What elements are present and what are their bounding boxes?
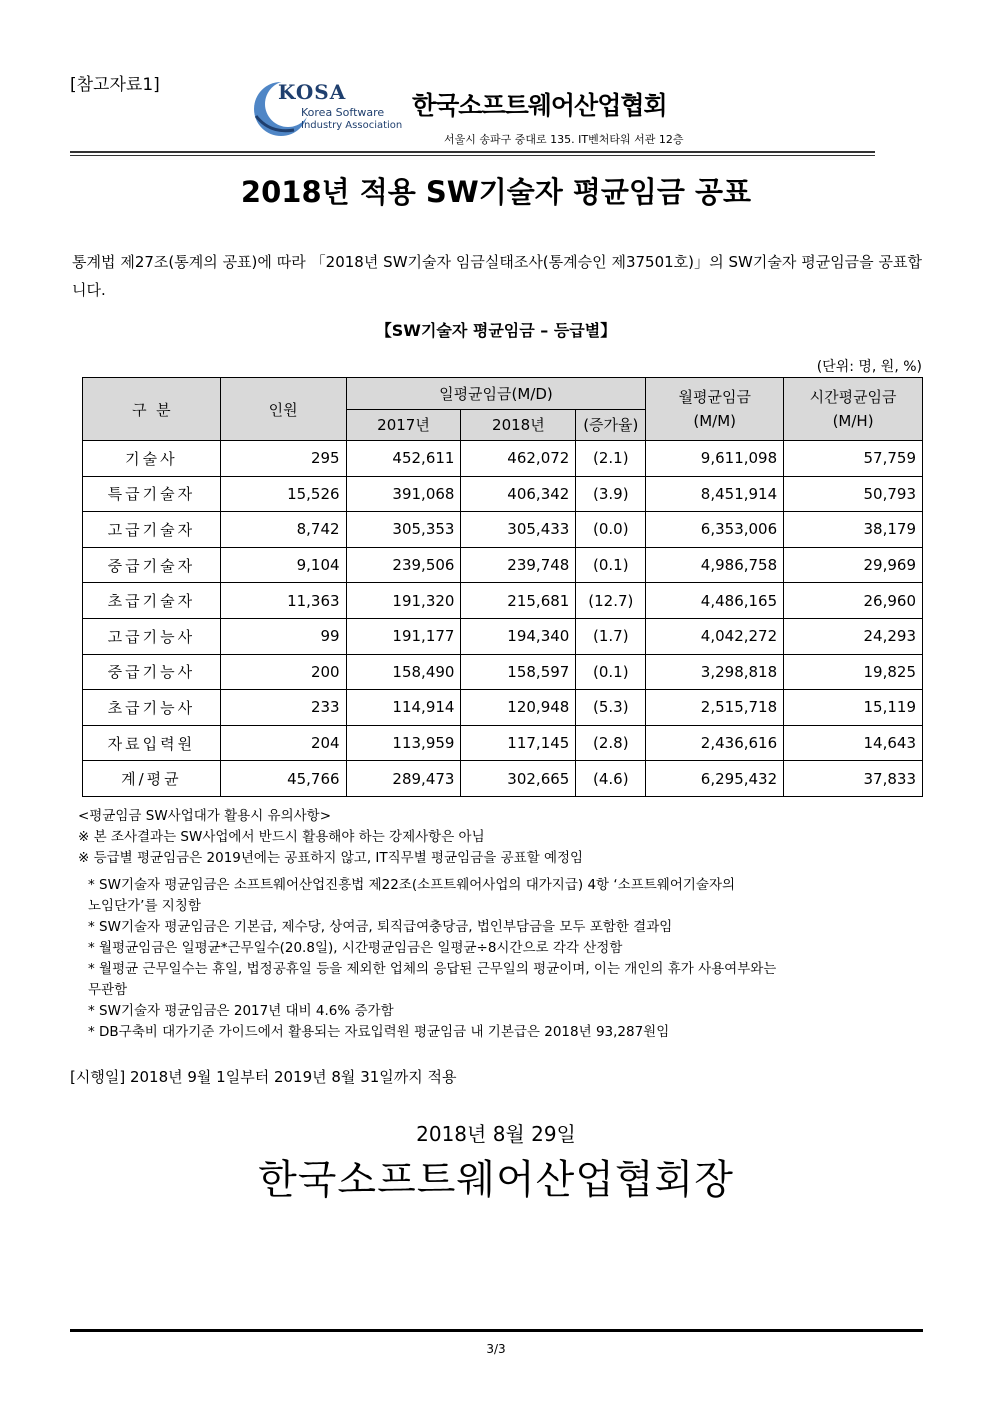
row-wage-2017: 191,177 [346,618,461,654]
row-hourly-wage: 57,759 [784,441,923,477]
reference-label: [참고자료1] [70,75,160,95]
header-divider [70,151,875,153]
row-wage-2018: 215,681 [461,583,576,619]
kosa-logo-text: KOSA [278,80,347,104]
row-headcount: 200 [220,654,346,690]
table-title: 【SW기술자 평균임금 – 등급별】 [375,321,617,340]
announcement-date: 2018년 8월 29일 [416,1122,576,1146]
header-year-2017: 2017년 [346,409,461,441]
effective-date: [시행일] 2018년 9월 1일부터 2019년 8월 31일까지 적용 [70,1068,457,1086]
row-monthly-wage: 4,486,165 [646,583,784,619]
table-row [83,618,923,654]
document-title: 2018년 적용 SW기술자 평균임금 공표 [240,175,752,209]
row-headcount: 233 [220,690,346,726]
row-hourly-wage: 29,969 [784,547,923,583]
kosa-logo-line2: Industry Association [301,120,403,131]
row-hourly-wage: 14,643 [784,725,923,761]
row-monthly-wage: 6,353,006 [646,512,784,548]
row-growth-rate: (3.9) [576,476,646,512]
caution-item: ※ 등급별 평균임금은 2019년에는 공표하지 않고, IT직무별 평균임금을 공표할 예정임 [78,850,584,866]
row-monthly-wage: 4,986,758 [646,547,784,583]
row-monthly-wage: 2,436,616 [646,725,784,761]
organization-address: 서울시 송파구 중대로 135. IT벤처타워 서관 12층 [444,133,684,146]
row-headcount: 45,766 [220,761,346,797]
row-hourly-wage: 38,179 [784,512,923,548]
row-wage-2018: 239,748 [461,547,576,583]
row-growth-rate: (0.0) [576,512,646,548]
row-wage-2018: 462,072 [461,441,576,477]
table-row [83,547,923,583]
row-wage-2018: 305,433 [461,512,576,548]
note-item: 노임단가’를 지칭함 [88,898,201,914]
table-row [83,725,923,761]
header-year-2018: 2018년 [461,409,576,441]
row-headcount: 9,104 [220,547,346,583]
table-unit-note: (단위: 명, 원, %) [816,359,922,375]
row-wage-2018: 302,665 [461,761,576,797]
header-headcount: 인원 [220,378,346,441]
table-row [83,476,923,512]
intro-paragraph: 통계법 제27조(통계의 공표)에 따라 「2018년 SW기술자 임금실태조사(통계승인 제37501호)」의 SW기술자 평균임금을 공표합니다. [72,253,922,299]
footer-divider [70,1329,923,1332]
row-grade: 중급기술자 [83,547,221,583]
row-headcount: 204 [220,725,346,761]
row-hourly-wage: 37,833 [784,761,923,797]
row-monthly-wage: 4,042,272 [646,618,784,654]
note-item: * SW기술자 평균임금은 2017년 대비 4.6% 증가함 [88,1003,394,1019]
row-wage-2017: 158,490 [346,654,461,690]
row-growth-rate: (0.1) [576,547,646,583]
row-growth-rate: (0.1) [576,654,646,690]
header-divider-thin [70,155,875,156]
organization-name: 한국소프트웨어산업협회 [412,91,667,120]
row-grade: 계/평균 [83,761,221,797]
row-growth-rate: (2.8) [576,725,646,761]
kosa-logo-line1: Korea Software [301,106,385,119]
row-monthly-wage: 9,611,098 [646,441,784,477]
row-headcount: 99 [220,618,346,654]
note-item: * 월평균임금은 일평균*근무일수(20.8일), 시간평균임금은 일평균÷8시간으로 각각 산정함 [88,940,623,956]
row-monthly-wage: 3,298,818 [646,654,784,690]
row-grade: 고급기술자 [83,512,221,548]
row-headcount: 15,526 [220,476,346,512]
row-monthly-wage: 2,515,718 [646,690,784,726]
row-grade: 초급기능사 [83,690,221,726]
row-wage-2017: 113,959 [346,725,461,761]
note-item: * 월평균 근무일수는 휴일, 법정공휴일 등을 제외한 업체의 응답된 근무일의 평균이며, 이는 개인의 휴가 사용여부와는 [88,961,777,977]
row-monthly-wage: 8,451,914 [646,476,784,512]
header-hourly-wage: 시간평균임금 (M/H) [784,378,923,441]
row-wage-2017: 191,320 [346,583,461,619]
row-hourly-wage: 50,793 [784,476,923,512]
note-item: * DB구축비 대가기준 가이드에서 활용되는 자료입력원 평균임금 내 기본급은 2018년 93,287원임 [88,1024,670,1040]
row-wage-2017: 391,068 [346,476,461,512]
wage-table [82,377,923,797]
row-wage-2017: 239,506 [346,547,461,583]
header-monthly-wage: 월평균임금 (M/M) [646,378,784,441]
row-headcount: 8,742 [220,512,346,548]
row-growth-rate: (1.7) [576,618,646,654]
row-hourly-wage: 26,960 [784,583,923,619]
row-grade: 고급기능사 [83,618,221,654]
row-grade: 초급기술자 [83,583,221,619]
row-growth-rate: (12.7) [576,583,646,619]
table-row [83,654,923,690]
table-row [83,583,923,619]
row-wage-2018: 120,948 [461,690,576,726]
table-row [83,690,923,726]
row-grade: 기술사 [83,441,221,477]
signer-name: 한국소프트웨어산업협회장 [258,1157,734,1203]
wage-table-body [83,441,923,797]
table-row [83,441,923,477]
note-item: * SW기술자 평균임금은 기본급, 제수당, 상여금, 퇴직급여충당금, 법인부담금을 모두 포함한 결과임 [88,919,673,935]
row-wage-2017: 289,473 [346,761,461,797]
page-number: 3/3 [486,1342,506,1356]
row-wage-2018: 406,342 [461,476,576,512]
row-grade: 중급기능사 [83,654,221,690]
note-item: * SW기술자 평균임금은 소프트웨어산업진흥법 제22조(소프트웨어사업의 대가지급) 4항 ‘소프트웨어기술자의 [88,877,736,893]
row-wage-2018: 158,597 [461,654,576,690]
note-item: 무관함 [88,982,128,998]
row-wage-2017: 114,914 [346,690,461,726]
caution-item: ※ 본 조사결과는 SW사업에서 반드시 활용해야 하는 강제사항은 아님 [78,829,485,845]
row-headcount: 11,363 [220,583,346,619]
row-growth-rate: (2.1) [576,441,646,477]
header-daily-wage: 일평균임금(M/D) [346,378,646,410]
header-category: 구 분 [83,378,221,441]
row-hourly-wage: 19,825 [784,654,923,690]
row-wage-2018: 194,340 [461,618,576,654]
notes-section [78,806,928,1043]
row-wage-2017: 452,611 [346,441,461,477]
row-grade: 자료입력원 [83,725,221,761]
table-row [83,761,923,797]
row-wage-2017: 305,353 [346,512,461,548]
row-grade: 특급기술자 [83,476,221,512]
row-headcount: 295 [220,441,346,477]
table-row [83,512,923,548]
row-hourly-wage: 15,119 [784,690,923,726]
kosa-logo [250,76,410,138]
row-hourly-wage: 24,293 [784,618,923,654]
header-growth-rate: (증가율) [576,409,646,441]
notes-heading: <평균임금 SW사업대가 활용시 유의사항> [78,808,332,824]
row-wage-2018: 117,145 [461,725,576,761]
row-growth-rate: (4.6) [576,761,646,797]
row-monthly-wage: 6,295,432 [646,761,784,797]
row-growth-rate: (5.3) [576,690,646,726]
